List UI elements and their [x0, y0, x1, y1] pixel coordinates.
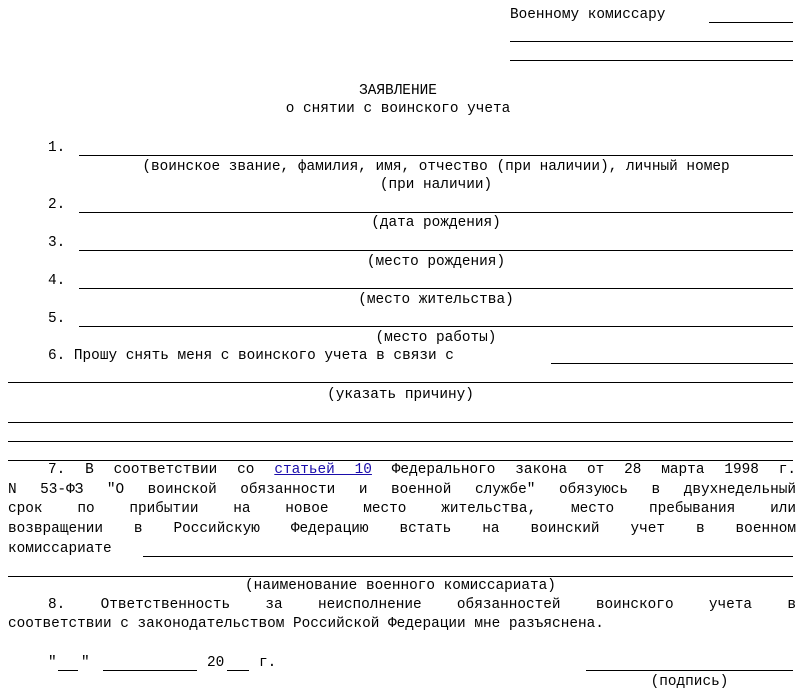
document-title: ЗАЯВЛЕНИЕ — [359, 83, 437, 99]
item-6-reason-line-1[interactable] — [551, 363, 793, 364]
item-1-caption-2: (при наличии) — [379, 177, 493, 193]
item-7-line-5: комиссариате — [8, 541, 112, 557]
signature-caption: (подпись) — [650, 674, 729, 690]
date-year-prefix: 20 — [207, 655, 225, 671]
signature-line[interactable] — [586, 670, 793, 671]
item-5-line[interactable] — [79, 326, 793, 327]
item-6-reason-line-4[interactable] — [8, 441, 793, 442]
item-2-line[interactable] — [79, 212, 793, 213]
item-7-line-2: N 53-ФЗ "О воинской обязанности и военной службе" обязуюсь в двухнедельный — [8, 481, 796, 498]
date-year-line[interactable] — [227, 670, 249, 671]
date-day-line[interactable] — [58, 670, 78, 671]
date-month-line[interactable] — [103, 670, 197, 671]
item-7-line-1-rest: Федерального закона от 28 марта 1998 г. — [391, 462, 797, 478]
item-7-line-4: возвращении в Российскую Федерацию встать на воинский учет в военном — [8, 520, 796, 537]
item-2-number: 2. — [48, 197, 66, 213]
item-4-line[interactable] — [79, 288, 793, 289]
item-6-caption: (указать причину) — [327, 387, 474, 403]
item-5-caption: (место работы) — [375, 330, 497, 346]
item-1-number: 1. — [48, 140, 66, 156]
date-open-quote: " — [48, 655, 57, 671]
item-1-line[interactable] — [79, 155, 793, 156]
item-7-commissariat-line-1[interactable] — [143, 556, 793, 557]
date-year-suffix: г. — [259, 655, 277, 671]
item-5-number: 5. — [48, 311, 66, 327]
item-6-text: 6. Прошу снять меня с воинского учета в связи с — [48, 348, 454, 364]
item-6-reason-line-3[interactable] — [8, 422, 793, 423]
item-4-caption: (место жительства) — [358, 292, 514, 308]
item-3-line[interactable] — [79, 250, 793, 251]
item-8-line-2: соответствии с законодательством Российской Федерации мне разъяснена. — [8, 616, 604, 632]
date-close-quote: " — [81, 655, 90, 671]
item-1-caption: (воинское звание, фамилия, имя, отчество (при наличии), личный номер — [142, 159, 730, 175]
item-7-prefix: 7. В соответствии со — [48, 462, 255, 478]
item-4-number: 4. — [48, 273, 66, 289]
commissar-name-line-1[interactable] — [709, 22, 793, 23]
item-3-caption: (место рождения) — [366, 254, 506, 270]
commissar-name-line-2[interactable] — [510, 41, 793, 42]
article-10-link[interactable]: статьей 10 — [274, 462, 372, 478]
item-3-number: 3. — [48, 235, 66, 251]
item-7-caption: (наименование военного комиссариата) — [245, 578, 556, 594]
item-7-line-1 — [8, 461, 796, 481]
item-8-line-1: 8. Ответственность за неисполнение обязанностей воинского учета в — [48, 597, 796, 613]
item-6-reason-line-2[interactable] — [8, 382, 793, 383]
commissar-name-line-3[interactable] — [510, 60, 793, 61]
addressee-label: Военному комиссару — [510, 7, 666, 23]
item-7-line-3: срок по прибытии на новое место жительства, место пребывания или — [8, 501, 796, 517]
document-subtitle: о снятии с воинского учета — [285, 101, 511, 117]
item-2-caption: (дата рождения) — [371, 215, 501, 231]
